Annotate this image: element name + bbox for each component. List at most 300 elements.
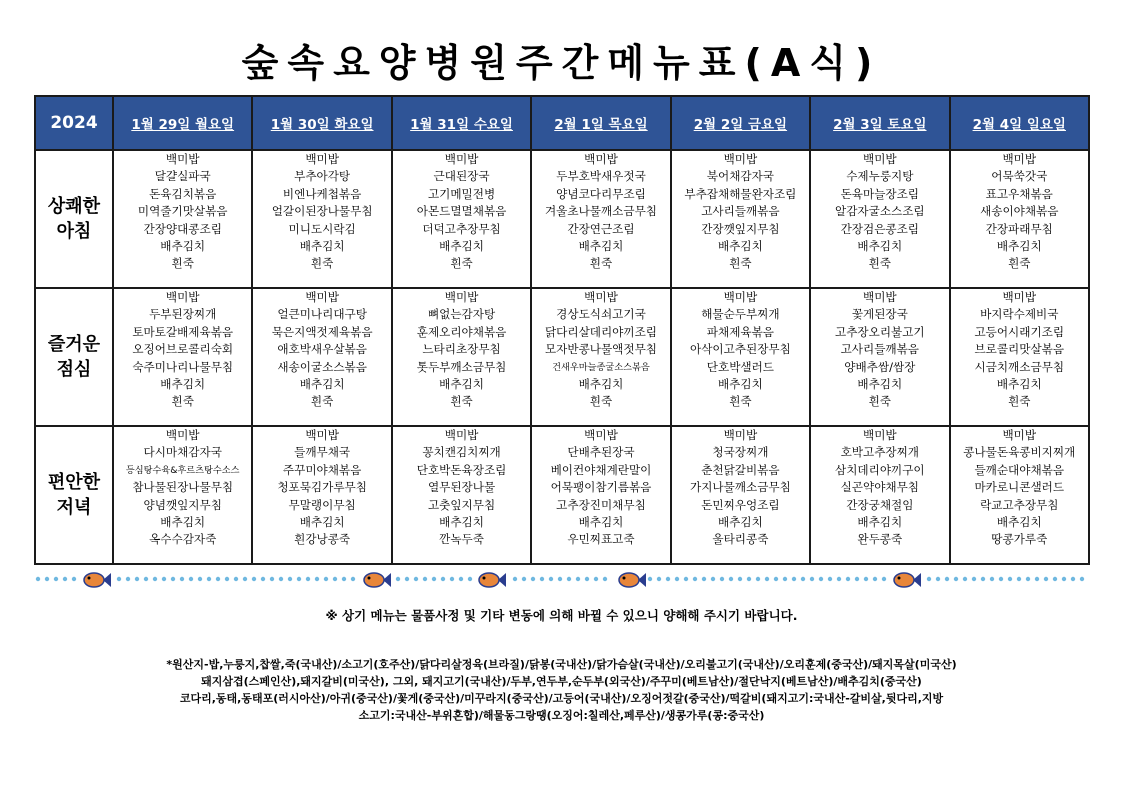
bubble-dot (207, 577, 211, 581)
menu-item: 더덕고추장무침 (422, 221, 501, 236)
day-header-sun: 2월 4일 일요일 (950, 96, 1089, 150)
menu-item: 배추김치 (996, 239, 1042, 254)
bubble-dot (225, 577, 229, 581)
origin-line: 코다리,동태,동태포(러시아산)/아귀(중국산)/꽃게(중국산)/미꾸라지(중국산)/고등어(국내산)/오징어젓갈(중국산)/떡갈비(돼지고기:국내산-갈비살,뒷다리,지방 (179, 692, 944, 705)
menu-item: 고춧잎지무침 (427, 497, 496, 512)
menu-item: 배추김치 (717, 239, 763, 254)
menu-item: 미역줄기맛살볶음 (137, 204, 228, 219)
menu-item: 흰죽 (868, 394, 892, 409)
menu-item: 배추김치 (299, 377, 345, 392)
menu-item: 닭다리살데리야끼조림 (544, 324, 657, 339)
bubble-dot (243, 577, 247, 581)
bubble-dot (981, 577, 985, 581)
bubble-dot (1017, 577, 1021, 581)
menu-item: 간장궁채절임 (846, 497, 914, 512)
bubble-dot (873, 577, 877, 581)
menu-item: 백미밥 (305, 290, 339, 304)
menu-cell (950, 150, 1089, 288)
menu-item: 얼큰미나리대구탕 (277, 307, 367, 322)
menu-item: 참나물된장나물무침 (132, 480, 234, 495)
menu-item: 백미밥 (723, 428, 758, 442)
menu-item: 해물순두부찌개 (701, 307, 780, 322)
bubble-dot (450, 577, 454, 581)
bubble-dot (549, 577, 553, 581)
menu-item: 백미밥 (305, 152, 339, 166)
menu-item: 배추김치 (857, 515, 903, 530)
meal-label-line: 편안한 (47, 472, 101, 493)
bubble-dot (162, 577, 166, 581)
bubble-dot (54, 577, 58, 581)
bubble-dot (738, 577, 742, 581)
menu-item: 배추김치 (160, 377, 206, 392)
bubble-dot (279, 577, 283, 581)
bubble-dot (945, 577, 949, 581)
menu-cell (113, 288, 252, 426)
bubble-dot (702, 577, 706, 581)
bubble-dot (1053, 577, 1057, 581)
header-row (35, 96, 1089, 150)
menu-item: 무말랭이무침 (288, 497, 356, 512)
menu-item: 흰죽 (729, 256, 752, 271)
menu-item: 백미밥 (584, 290, 618, 304)
menu-item: 흰죽 (589, 394, 613, 409)
menu-item: 실곤약야채무침 (840, 480, 920, 495)
menu-item: 배추김치 (857, 377, 903, 392)
day-header-fri: 2월 2일 금요일 (671, 96, 810, 150)
menu-item: 백미밥 (863, 428, 897, 442)
bubble-dot (270, 577, 274, 581)
bubble-dot (594, 577, 598, 581)
menu-item: 가지나물깨소금무침 (690, 480, 791, 495)
menu-item: 배추김치 (996, 515, 1042, 530)
bubble-dot (657, 577, 661, 581)
menu-item: 들깨순대야채볶음 (974, 462, 1065, 477)
origin-line: 소고기:국내산-부위혼합)/해물동그랑땡(오징어:칠레산,페루산)/생콩가루(콩:중국산) (358, 709, 765, 722)
menu-item: 백미밥 (305, 428, 339, 442)
bubble-dot (45, 577, 49, 581)
bubble-dot (216, 577, 220, 581)
menu-item: 흰죽 (310, 394, 334, 409)
menu-item: 백미밥 (444, 428, 479, 442)
menu-item: 백미밥 (444, 290, 479, 304)
bubble-dot (342, 577, 346, 581)
menu-item: 백미밥 (444, 152, 479, 166)
fish-bubble-decoration (34, 569, 1090, 591)
day-header-mon: 1월 29일 월요일 (113, 96, 252, 150)
menu-body (35, 150, 1089, 564)
menu-item: 베이컨야채계란말이 (550, 462, 652, 477)
menu-item: 부추잡채해물완자조림 (684, 186, 797, 201)
bubble-dot (684, 577, 688, 581)
menu-cell (531, 426, 670, 564)
menu-item: 배추김치 (160, 239, 206, 254)
menu-item: 고사리들깨볶음 (701, 204, 780, 219)
menu-item: 열무된장나물 (427, 480, 496, 495)
menu-cell (392, 426, 531, 564)
menu-item: 우민찌표고죽 (567, 532, 635, 547)
menu-item: 양배추쌈/쌈장 (844, 359, 916, 374)
menu-item: 시금치깨소금무침 (974, 359, 1065, 374)
menu-item: 흰죽 (1008, 394, 1031, 409)
menu-item: 춘천닭갈비볶음 (701, 462, 780, 477)
meal-label-line: 상쾌한 (47, 196, 101, 217)
menu-item: 백미밥 (584, 152, 618, 166)
menu-item: 어묵쑥갓국 (991, 169, 1048, 184)
menu-item: 꽁치캔김치찌개 (422, 445, 501, 460)
menu-item: 표고우채볶음 (985, 186, 1053, 201)
meal-label-line: 아침 (56, 221, 92, 242)
menu-item: 숙주미나리나물무침 (132, 359, 234, 374)
bubble-dot (513, 577, 517, 581)
menu-item: 배추김치 (996, 377, 1042, 392)
menu-item: 백미밥 (165, 428, 200, 442)
menu-cell (252, 426, 391, 564)
menu-item: 배추김치 (717, 377, 763, 392)
meal-label-dinner (35, 426, 113, 564)
bubble-dot (468, 577, 472, 581)
fish-icon (84, 573, 111, 587)
menu-item: 흰죽 (450, 256, 473, 271)
menu-cell (810, 288, 949, 426)
menu-item: 애호박새우살볶음 (277, 342, 367, 357)
menu-item: 아삭이고추된장무침 (690, 342, 791, 357)
menu-item: 느타리초장무침 (422, 342, 501, 357)
bubble-dot (432, 577, 436, 581)
bubble-dot (747, 577, 751, 581)
menu-item: 뼈없는감자탕 (427, 307, 496, 322)
bubble-dot (171, 577, 175, 581)
menu-cell (113, 426, 252, 564)
bubble-dot (711, 577, 715, 581)
menu-item: 톳두부깨소금무침 (416, 359, 507, 374)
menu-item: 돈육김치볶음 (149, 186, 217, 201)
menu-item: 단배추된장국 (567, 445, 635, 460)
menu-item: 주꾸미야채볶음 (282, 462, 362, 477)
fish-icon (364, 573, 391, 587)
menu-item: 비엔나케첩볶음 (282, 186, 362, 201)
bubble-dot (846, 577, 850, 581)
menu-item: 두부호박새우젓국 (556, 169, 646, 184)
menu-item: 흰죽 (868, 256, 892, 271)
bubble-dot (648, 577, 652, 581)
menu-item: 배추김치 (717, 515, 763, 530)
menu-item: 청국장찌개 (712, 445, 769, 460)
menu-item: 청포묵김가루무침 (277, 480, 367, 495)
menu-item: 백미밥 (165, 290, 200, 304)
bubble-dot (603, 577, 607, 581)
menu-item: 근대된장국 (433, 169, 490, 184)
bubble-dot (936, 577, 940, 581)
menu-item: 삼치데리야끼구이 (835, 462, 925, 477)
bubble-dot (927, 577, 931, 581)
menu-item: 백미밥 (584, 428, 618, 442)
menu-item: 간장검은콩조림 (840, 221, 920, 236)
bubble-dot (351, 577, 355, 581)
menu-item: 새송이굴소스볶음 (277, 359, 367, 374)
bubble-dot (1062, 577, 1066, 581)
bubble-dot (576, 577, 580, 581)
bubble-dot (459, 577, 463, 581)
menu-item: 양념깻잎지무침 (143, 497, 222, 512)
menu-item: 들깨무채국 (294, 445, 351, 460)
meal-label-line: 즐거운 (47, 334, 101, 355)
bubble-dot (810, 577, 814, 581)
menu-item: 어묵팽이참기름볶음 (550, 480, 652, 495)
day-header-sat: 2월 3일 토요일 (810, 96, 949, 150)
bubble-dot (396, 577, 400, 581)
bubble-dot (189, 577, 193, 581)
menu-item: 땅콩가루죽 (991, 532, 1048, 547)
bubble-dot (999, 577, 1003, 581)
menu-cell (252, 150, 391, 288)
menu-cell (671, 426, 810, 564)
menu-item: 북어채감자국 (706, 169, 774, 184)
bubble-dot (837, 577, 841, 581)
day-header-thu: 2월 1일 목요일 (531, 96, 670, 150)
bubble-dot (720, 577, 724, 581)
menu-item: 백미밥 (723, 290, 758, 304)
change-notice: ※ 상기 메뉴는 물품사정 및 기타 변동에 의해 바뀔 수 있으니 양해해 주시기 바랍니다. (325, 608, 798, 623)
menu-item: 배추김치 (578, 515, 624, 530)
menu-item: 간장파래무침 (985, 221, 1053, 236)
bubble-dot (117, 577, 121, 581)
bubble-dot (324, 577, 328, 581)
bubble-dot (855, 577, 859, 581)
bubble-dot (198, 577, 202, 581)
menu-item: 배추김치 (857, 239, 903, 254)
origin-line: 돼지삼겹(스페인산),돼지갈비(미국산), 그외, 돼지고기(국내산)/두부,연두부,순두부(외국산)/주꾸미(베트남산)/절단낙지(베트남산)/배추김치(중국산) (201, 675, 922, 688)
menu-item: 아몬드멸멸채볶음 (416, 204, 507, 219)
menu-item: 토마토갈배제육볶음 (132, 324, 234, 339)
menu-item: 부추아각탕 (294, 169, 351, 184)
bubble-dot (558, 577, 562, 581)
menu-item: 흰죽 (729, 394, 752, 409)
bubble-dot (819, 577, 823, 581)
bubble-dot (405, 577, 409, 581)
menu-item: 미니도시락김 (288, 221, 356, 236)
menu-item: 마카로니콘샐러드 (974, 480, 1065, 495)
menu-item: 고기메밀전병 (427, 186, 496, 201)
bubble-dot (801, 577, 805, 581)
menu-item: 단호박샐러드 (706, 359, 774, 374)
bubble-dot (234, 577, 238, 581)
bubble-dot (306, 577, 310, 581)
menu-item: 배추김치 (299, 239, 345, 254)
meal-row-dinner (35, 426, 1089, 564)
menu-item: 고사리들깨볶음 (840, 342, 920, 357)
menu-item: 백미밥 (863, 152, 897, 166)
bubble-dot (666, 577, 670, 581)
bubble-dot (783, 577, 787, 581)
menu-cell (113, 150, 252, 288)
menu-item: 오징어브로콜리숙회 (132, 342, 234, 357)
bubble-dot (774, 577, 778, 581)
menu-cell (950, 288, 1089, 426)
bubble-dot (36, 577, 40, 581)
menu-item: 배추김치 (160, 515, 206, 530)
bubble-dot (585, 577, 589, 581)
meal-label-breakfast (35, 150, 113, 288)
origin-info (30, 656, 1093, 724)
menu-item: 두부된장찌개 (149, 307, 217, 322)
menu-cell (531, 150, 670, 288)
menu-item: 건새우마늘종굴소스볶음 (552, 361, 650, 373)
menu-item: 배추김치 (299, 515, 345, 530)
menu-item: 간장양대콩조림 (143, 221, 222, 236)
bubble-dot (1035, 577, 1039, 581)
bubble-dot (963, 577, 967, 581)
meal-label-lunch (35, 288, 113, 426)
menu-item: 돈육마늘장조림 (840, 186, 920, 201)
bubble-dot (414, 577, 418, 581)
menu-cell (392, 288, 531, 426)
year-header: 2024 (35, 96, 113, 150)
menu-item: 배추김치 (439, 515, 484, 530)
menu-item: 고추장진미채무침 (556, 497, 646, 512)
meal-row-breakfast (35, 150, 1089, 288)
bubble-dot (1008, 577, 1012, 581)
bubble-dot (990, 577, 994, 581)
menu-item: 흰죽 (171, 256, 194, 271)
bubble-dot (1026, 577, 1030, 581)
day-header-wed: 1월 31일 수요일 (392, 96, 531, 150)
menu-item: 깐녹두죽 (439, 532, 484, 547)
fish-icon (619, 573, 646, 587)
menu-item: 수제누룽지탕 (846, 169, 914, 184)
bubble-dot (261, 577, 265, 581)
menu-item: 고등어시래기조림 (974, 324, 1065, 339)
menu-item: 꽃게된장국 (851, 307, 908, 322)
menu-cell (392, 150, 531, 288)
menu-item: 흰강낭콩죽 (294, 532, 351, 547)
bubble-dot (540, 577, 544, 581)
origin-line: *원산지-밥,누룽지,찹쌀,죽(국내산)/소고기(호주산)/닭다리살정육(브라질)/닭봉(국내산)/닭가슴살(국내산)/오리불고기(국내산)/오리훈제(중국산)/돼지목살(미국산) (166, 658, 957, 671)
bubble-dot (882, 577, 886, 581)
menu-item: 얼갈이된장나물무침 (271, 204, 373, 219)
bubble-dot (531, 577, 535, 581)
menu-item: 브로콜리맛살볶음 (974, 342, 1065, 357)
menu-item: 돈민찌우엉조림 (701, 497, 780, 512)
menu-item: 배추김치 (578, 377, 624, 392)
menu-cell (531, 288, 670, 426)
menu-item: 겨울초나물깨소금무침 (544, 204, 657, 219)
menu-item: 배추김치 (578, 239, 624, 254)
weekly-menu-table (34, 95, 1090, 565)
bubble-dot (63, 577, 67, 581)
menu-item: 배추김치 (439, 377, 484, 392)
menu-item: 옥수수감자죽 (149, 532, 217, 547)
menu-item: 백미밥 (165, 152, 200, 166)
menu-item: 백미밥 (1002, 152, 1037, 166)
menu-item: 양념코다리무조림 (556, 186, 646, 201)
bubble-dot (729, 577, 733, 581)
bubble-dot (972, 577, 976, 581)
menu-cell (671, 288, 810, 426)
menu-item: 백미밥 (723, 152, 758, 166)
fish-icon (894, 573, 921, 587)
bubble-dot (792, 577, 796, 581)
menu-cell (810, 426, 949, 564)
menu-item: 고추장오리불고기 (835, 324, 925, 339)
menu-item: 알감자굴소스조림 (835, 204, 925, 219)
bubble-dot (297, 577, 301, 581)
menu-item: 달걀실파국 (154, 169, 211, 184)
menu-cell (950, 426, 1089, 564)
menu-item: 흰죽 (171, 394, 194, 409)
bubble-dot (756, 577, 760, 581)
menu-item: 경상도식쇠고기국 (556, 307, 646, 322)
menu-item: 흰죽 (450, 394, 473, 409)
menu-item: 모자반콩나물액젓무침 (544, 342, 657, 357)
bubble-dot (675, 577, 679, 581)
menu-cell (810, 150, 949, 288)
menu-item: 흰죽 (589, 256, 613, 271)
bubble-dot (567, 577, 571, 581)
menu-item: 훈제오리야채볶음 (416, 324, 507, 339)
menu-item: 백미밥 (863, 290, 897, 304)
menu-item: 간장깻잎지무침 (701, 221, 780, 236)
menu-item: 파채제육볶음 (706, 324, 774, 339)
bubble-dot (333, 577, 337, 581)
bubble-dot (252, 577, 256, 581)
bubble-dot (315, 577, 319, 581)
bubble-dot (522, 577, 526, 581)
menu-item: 단호박돈육장조림 (416, 462, 507, 477)
page-title: 숲속요양병원주간메뉴표(A식) (241, 41, 882, 85)
bubble-dot (765, 577, 769, 581)
menu-item: 배추김치 (439, 239, 484, 254)
bubble-dot (1044, 577, 1048, 581)
bubble-dot (153, 577, 157, 581)
menu-item: 백미밥 (1002, 290, 1037, 304)
menu-item: 바지락수제비국 (980, 307, 1059, 322)
bubble-dot (828, 577, 832, 581)
bubble-dot (144, 577, 148, 581)
bubble-dot (423, 577, 427, 581)
bubble-dot (864, 577, 868, 581)
day-header-tue: 1월 30일 화요일 (252, 96, 391, 150)
menu-item: 묵은지액젓제육볶음 (271, 324, 373, 339)
meal-label-line: 점심 (56, 359, 92, 380)
menu-item: 다시마채감자국 (143, 445, 222, 460)
menu-item: 백미밥 (1002, 428, 1037, 442)
bubble-dot (441, 577, 445, 581)
menu-item: 흰죽 (1008, 256, 1031, 271)
meal-label-line: 저녁 (56, 497, 92, 518)
menu-item: 흰죽 (310, 256, 334, 271)
menu-item: 울타리콩죽 (712, 532, 769, 547)
menu-cell (252, 288, 391, 426)
fish-icon (479, 573, 506, 587)
menu-item: 완두콩죽 (857, 532, 903, 547)
bubble-dot (180, 577, 184, 581)
menu-item: 등심탕수육&후르츠탕수소스 (125, 464, 240, 476)
menu-item: 새송이야채볶음 (980, 204, 1059, 219)
bubble-dot (1080, 577, 1084, 581)
menu-item: 락교고추장무침 (980, 497, 1059, 512)
menu-item: 콩나물돈육콩비지찌개 (963, 445, 1076, 460)
meal-row-lunch (35, 288, 1089, 426)
menu-item: 호박고추장찌개 (840, 445, 920, 460)
bubble-dot (135, 577, 139, 581)
bubble-dot (1071, 577, 1075, 581)
menu-cell (671, 150, 810, 288)
bubble-dot (126, 577, 130, 581)
bubble-dot (693, 577, 697, 581)
bubble-dot (72, 577, 76, 581)
bubble-dot (288, 577, 292, 581)
menu-item: 간장연근조림 (567, 221, 635, 236)
